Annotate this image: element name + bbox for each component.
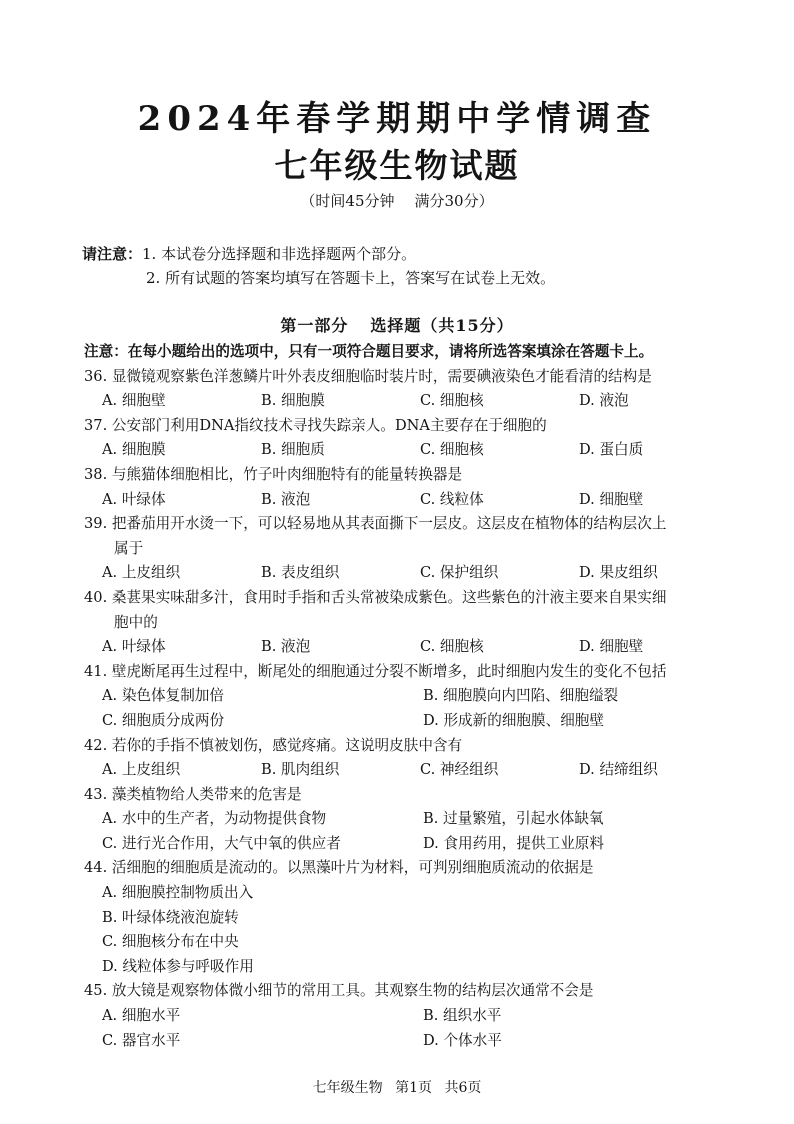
page-footer bbox=[0, 1078, 794, 1098]
option: D. 液泡 bbox=[579, 392, 629, 410]
option: D. 形成新的细胞膜、细胞壁 bbox=[423, 711, 604, 729]
section-heading bbox=[0, 315, 794, 337]
option-row bbox=[84, 488, 744, 513]
option: C. 保护组织 bbox=[420, 564, 499, 582]
section-instruction: 注意：在每小题给出的选项中，只有一项符合题目要求，请将所选答案填涂在答题卡上。 bbox=[84, 343, 654, 360]
option: B. 叶绿体绕液泡旋转 bbox=[102, 908, 239, 926]
option: D. 细胞壁 bbox=[579, 638, 644, 656]
question-stem-continued: 胞中的 bbox=[114, 613, 158, 631]
option-row bbox=[84, 635, 744, 660]
footer-subject: 七年级生物 bbox=[312, 1080, 383, 1096]
option: B. 细胞膜 bbox=[261, 392, 325, 410]
question-stem: 39. 把番茄用开水烫一下，可以轻易地从其表面撕下一层皮。这层皮在植物体的结构层次上 bbox=[84, 515, 667, 533]
question-stem: 43. 藻类植物给人类带来的危害是 bbox=[84, 785, 302, 803]
option: C. 进行光合作用，大气中氧的供应者 bbox=[102, 834, 341, 852]
question-stem: 40. 桑葚果实味甜多汁，食用时手指和舌头常被染成紫色。这些紫色的汁液主要来自果实细 bbox=[84, 588, 667, 606]
question-stem: 44. 活细胞的细胞质是流动的。以黑藻叶片为材料，可判别细胞质流动的依据是 bbox=[84, 859, 594, 877]
option-row bbox=[84, 684, 744, 709]
option: A. 染色体复制加倍 bbox=[102, 687, 224, 705]
question-stem: 41. 壁虎断尾再生过程中，断尾处的细胞通过分裂不断增多，此时细胞内发生的变化不包括 bbox=[84, 662, 667, 680]
question-stem: 45. 放大镜是观察物体微小细节的常用工具。其观察生物的结构层次通常不会是 bbox=[84, 982, 594, 1000]
section-part: 第一部分 bbox=[280, 316, 349, 335]
question-stem: 38. 与熊猫体细胞相比，竹子叶肉细胞特有的能量转换器是 bbox=[84, 465, 463, 483]
option-row bbox=[84, 807, 744, 832]
section-name: 选择题（共15分） bbox=[370, 316, 514, 335]
option: A. 上皮组织 bbox=[102, 761, 181, 779]
option-row bbox=[84, 758, 744, 783]
option: A. 细胞膜 bbox=[102, 441, 166, 459]
notice-label: 请注意： bbox=[82, 245, 143, 263]
option: B. 液泡 bbox=[261, 490, 311, 508]
option-row bbox=[84, 1004, 744, 1029]
option: C. 细胞核 bbox=[420, 638, 484, 656]
option: B. 细胞质 bbox=[261, 441, 325, 459]
option: D. 线粒体参与呼吸作用 bbox=[102, 957, 254, 975]
option-row bbox=[84, 709, 744, 734]
footer-page: 第1页 bbox=[395, 1080, 432, 1096]
option: D. 结缔组织 bbox=[579, 761, 658, 779]
option-row bbox=[84, 561, 744, 586]
option: B. 细胞膜向内凹陷、细胞缢裂 bbox=[423, 687, 619, 705]
notice-item bbox=[82, 242, 722, 266]
option: D. 食用药用，提供工业原料 bbox=[423, 834, 604, 852]
notice-item bbox=[82, 266, 722, 290]
option: D. 细胞壁 bbox=[579, 490, 644, 508]
option-row bbox=[84, 438, 744, 463]
option-row bbox=[84, 1029, 744, 1054]
exam-title: 2024年春学期期中学情调查 bbox=[137, 99, 657, 139]
option: A. 细胞壁 bbox=[102, 392, 166, 410]
option: A. 细胞膜控制物质出入 bbox=[102, 884, 254, 902]
option: C. 器官水平 bbox=[102, 1031, 181, 1049]
option: B. 组织水平 bbox=[423, 1007, 502, 1025]
option-row bbox=[84, 832, 744, 857]
score-note: 满分30分） bbox=[414, 192, 494, 210]
exam-subtitle: 七年级生物试题 bbox=[274, 146, 520, 185]
time-note: （时间45分钟 bbox=[300, 192, 395, 210]
option: B. 过量繁殖，引起水体缺氧 bbox=[423, 810, 604, 828]
notice-text: 2. 所有试题的答案均填写在答题卡上，答案写在试卷上无效。 bbox=[146, 269, 556, 287]
question-stem-continued: 属于 bbox=[114, 539, 144, 557]
option: A. 叶绿体 bbox=[102, 490, 166, 508]
question-list bbox=[84, 340, 744, 1053]
option: A. 水中的生产者，为动物提供食物 bbox=[102, 810, 327, 828]
option-row bbox=[84, 389, 744, 414]
option: B. 肌肉组织 bbox=[261, 761, 340, 779]
option: B. 液泡 bbox=[261, 638, 311, 656]
option: C. 细胞质分成两份 bbox=[102, 711, 225, 729]
option: A. 细胞水平 bbox=[102, 1007, 181, 1025]
notice-block bbox=[82, 242, 722, 290]
exam-time-score bbox=[0, 190, 794, 212]
question-stem: 37. 公安部门利用DNA指纹技术寻找失踪亲人。DNA主要存在于细胞的 bbox=[84, 416, 547, 434]
option: C. 细胞核 bbox=[420, 392, 484, 410]
option: C. 线粒体 bbox=[420, 490, 484, 508]
option: C. 细胞核分布在中央 bbox=[102, 933, 239, 951]
option: A. 叶绿体 bbox=[102, 638, 166, 656]
option: D. 蛋白质 bbox=[579, 441, 644, 459]
option: C. 细胞核 bbox=[420, 441, 484, 459]
question-stem: 36. 显微镜观察紫色洋葱鳞片叶外表皮细胞临时装片时，需要碘液染色才能看清的结构是 bbox=[84, 367, 652, 385]
option: D. 果皮组织 bbox=[579, 564, 658, 582]
notice-text: 1. 本试卷分选择题和非选择题两个部分。 bbox=[142, 245, 417, 263]
option: C. 神经组织 bbox=[420, 761, 499, 779]
option: A. 上皮组织 bbox=[102, 564, 181, 582]
question-stem: 42. 若你的手指不慎被划伤，感觉疼痛。这说明皮肤中含有 bbox=[84, 736, 463, 754]
footer-total: 共6页 bbox=[444, 1080, 482, 1096]
option: D. 个体水平 bbox=[423, 1031, 502, 1049]
option: B. 表皮组织 bbox=[261, 564, 340, 582]
